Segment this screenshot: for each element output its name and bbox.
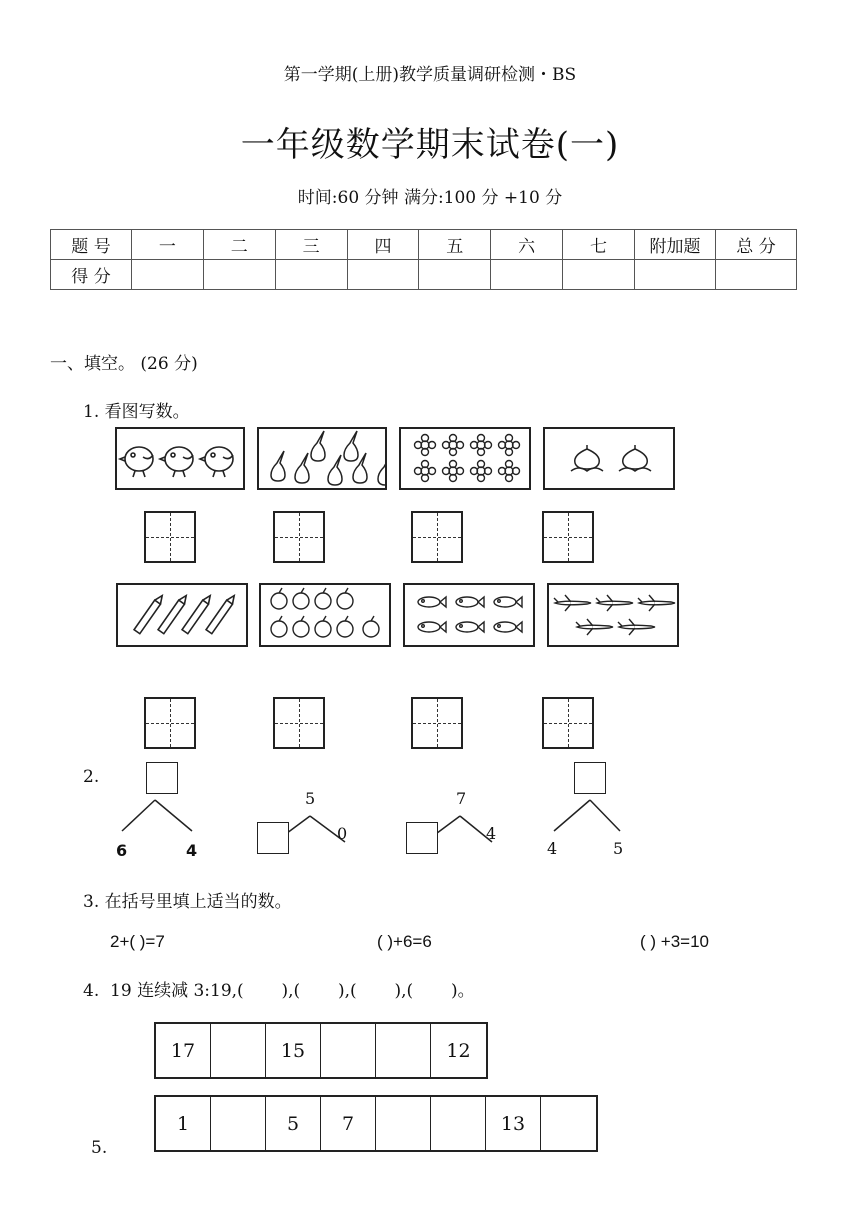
fish-picture-box — [403, 583, 535, 647]
number-strip-1 — [154, 1022, 488, 1079]
score-cell: 五 — [419, 230, 491, 260]
strip-cell-blank[interactable] — [211, 1097, 266, 1150]
apple-icon — [261, 585, 389, 645]
score-cell: 二 — [203, 230, 275, 260]
tree-blank-left[interactable] — [406, 822, 438, 854]
equation-3: ( ) +3=10 — [640, 932, 709, 951]
tree-right-value: 5 — [613, 839, 624, 858]
fish-icon — [405, 585, 533, 645]
question-4-prompt: 4. 19 连续减 3:19,( ),( ),( ),( )。 — [83, 981, 475, 1001]
score-input-cell[interactable] — [347, 260, 419, 290]
chick-icon — [117, 429, 243, 488]
score-input-cell[interactable] — [132, 260, 204, 290]
exam-meta: 时间:60 分钟 满分:100 分 +10 分 — [297, 188, 563, 208]
chick-picture-box — [115, 427, 245, 490]
number-strip-2 — [154, 1095, 598, 1152]
airplane-picture-box — [547, 583, 679, 647]
peach-picture-box — [543, 427, 675, 490]
score-cell: 题 号 — [51, 230, 132, 260]
tree-branches — [540, 795, 640, 835]
peach-icon — [545, 429, 673, 488]
tree-blank-top[interactable] — [574, 762, 606, 794]
question-2-label: 2. — [83, 767, 100, 787]
tree-right-value: 4 — [486, 824, 497, 843]
question-1-prompt: 1. 看图写数。 — [83, 402, 190, 422]
equation-2: ( )+6=6 — [377, 932, 432, 951]
flower-picture-box — [399, 427, 531, 490]
tree-blank-left[interactable] — [257, 822, 289, 854]
answer-grid[interactable] — [273, 511, 325, 563]
strip-cell: 15 — [266, 1024, 321, 1077]
tree-top-value: 5 — [305, 789, 316, 808]
score-cell: 四 — [347, 230, 419, 260]
score-input-cell[interactable] — [275, 260, 347, 290]
question-3-prompt: 3. 在括号里填上适当的数。 — [83, 892, 292, 912]
answer-grid[interactable] — [273, 697, 325, 749]
strip-cell: 1 — [156, 1097, 211, 1150]
answer-grid[interactable] — [542, 697, 594, 749]
tree-left-value: 6 — [116, 841, 128, 860]
score-cell: 三 — [275, 230, 347, 260]
strip-cell: 13 — [486, 1097, 541, 1150]
tree-branches — [110, 795, 210, 835]
score-cell: 六 — [491, 230, 563, 260]
score-input-cell[interactable] — [419, 260, 491, 290]
strip-cell-blank[interactable] — [211, 1024, 266, 1077]
pencil-icon — [118, 585, 246, 645]
strip-cell-blank[interactable] — [376, 1024, 431, 1077]
tree-top-value: 7 — [456, 789, 467, 808]
score-cell: 附加题 — [635, 230, 716, 260]
tree-right-value: 0 — [337, 824, 348, 843]
score-row-label: 得 分 — [51, 260, 132, 290]
page-title: 一年级数学期末试卷(一) — [240, 125, 620, 165]
score-table-score-row — [51, 260, 797, 290]
answer-grid[interactable] — [542, 511, 594, 563]
score-input-cell[interactable] — [563, 260, 635, 290]
score-cell: 一 — [132, 230, 204, 260]
score-input-cell[interactable] — [716, 260, 797, 290]
strip-cell: 5 — [266, 1097, 321, 1150]
score-table — [50, 229, 797, 290]
answer-grid[interactable] — [411, 511, 463, 563]
answer-grid[interactable] — [144, 697, 196, 749]
section-heading: 一、填空。 (26 分) — [50, 354, 198, 374]
strip-cell-blank[interactable] — [431, 1097, 486, 1150]
pencil-picture-box — [116, 583, 248, 647]
tree-right-value: 4 — [186, 841, 198, 860]
strip-cell: 12 — [446, 1039, 471, 1062]
apple-picture-box — [259, 583, 391, 647]
pear-picture-box — [257, 427, 387, 490]
score-input-cell[interactable] — [635, 260, 716, 290]
header-series: 第一学期(上册)教学质量调研检测・BS — [283, 65, 577, 85]
score-input-cell[interactable] — [491, 260, 563, 290]
score-input-cell[interactable] — [203, 260, 275, 290]
pear-icon — [259, 429, 385, 488]
airplane-icon — [549, 585, 677, 645]
strip-cell-blank[interactable] — [541, 1097, 596, 1150]
strip-cell-blank[interactable] — [376, 1097, 431, 1150]
question-5-label: 5. — [91, 1138, 108, 1158]
flower-icon — [401, 429, 529, 488]
score-cell: 总 分 — [716, 230, 797, 260]
strip-cell: 7 — [321, 1097, 376, 1150]
answer-grid[interactable] — [144, 511, 196, 563]
score-table-header-row — [51, 230, 797, 260]
strip-cell-blank[interactable] — [321, 1024, 376, 1077]
tree-left-value: 4 — [547, 839, 558, 858]
tree-blank-top[interactable] — [146, 762, 178, 794]
answer-grid[interactable] — [411, 697, 463, 749]
score-cell: 七 — [563, 230, 635, 260]
strip-cell: 17 — [156, 1024, 211, 1077]
equation-1: 2+( )=7 — [110, 932, 165, 951]
